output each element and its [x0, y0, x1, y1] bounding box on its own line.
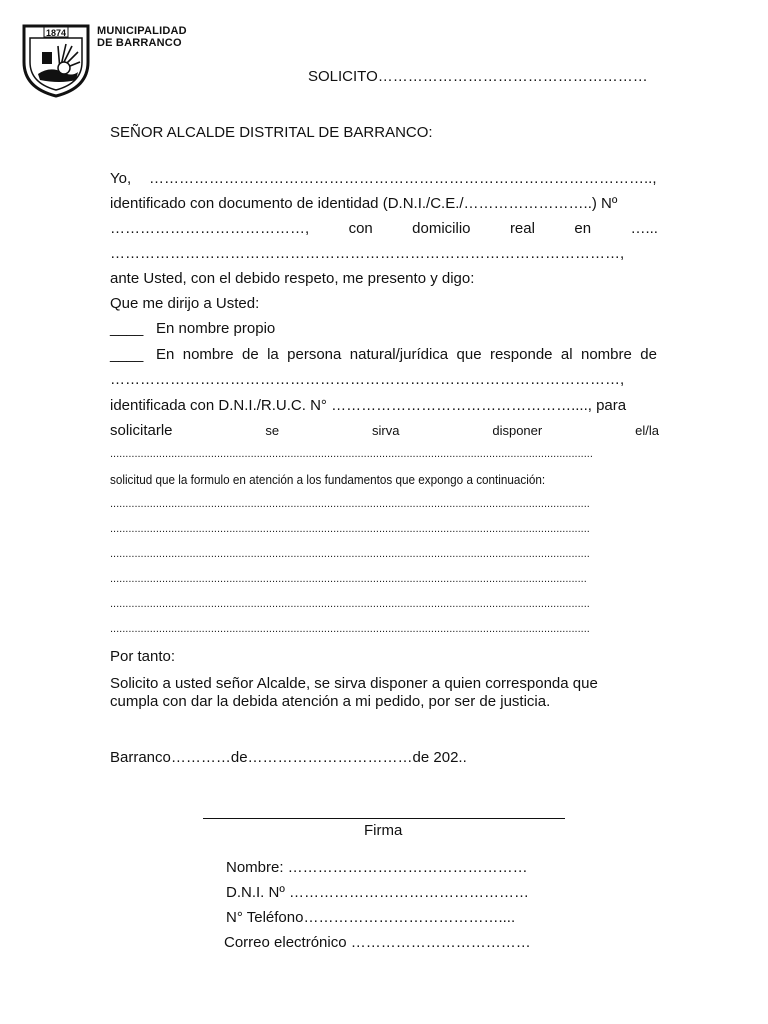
id-line: identificado con documento de identidad (D.N.I./C.E./……………………..) Nº	[110, 195, 618, 212]
solicitarle-word: disponer	[492, 423, 543, 438]
addressee: SEÑOR ALCALDE DISTRITAL DE BARRANCO:	[110, 124, 433, 141]
name-field-dots[interactable]: ………………………………………………………………………………………..,	[149, 170, 657, 187]
dni-field[interactable]: D.N.I. Nº …………………………………………	[226, 884, 529, 901]
fundamento-line[interactable]: .............................................................................................................................................................	[110, 548, 590, 560]
yo-label: Yo,	[110, 170, 132, 187]
solicitarle-word: solicitarle	[110, 422, 173, 439]
behalf-word: que	[456, 346, 482, 363]
solicitud-text: solicitud que la formulo en atención a los fundamentos que expongo a continuación:	[110, 472, 546, 487]
behalf-word: de	[242, 346, 259, 363]
municipal-seal-logo	[20, 22, 92, 98]
fundamento-line[interactable]: .............................................................................................................................................................	[110, 523, 590, 535]
identificada-line: identificada con D.N.I./R.U.C. N° …………………………………………...., para	[110, 397, 627, 414]
solicito-title: SOLICITO………………………………………………	[308, 68, 648, 85]
option-own-blank[interactable]: ____	[110, 320, 144, 337]
org-name-line2: DE BARRANCO	[97, 37, 182, 49]
option-own-label: En nombre propio	[156, 320, 276, 337]
fundamento-line[interactable]: .............................................................................................................................................................	[110, 498, 590, 510]
signature-line[interactable]	[203, 818, 565, 819]
address-dots[interactable]: …………………………………,	[110, 220, 310, 237]
solicitarle-word: se	[265, 423, 280, 438]
fundamento-line[interactable]: .............................................................................................................................................................	[110, 623, 590, 635]
solicito-paragraph-line2: cumpla con dar la debida atención a mi pedido, por ser de justicia.	[110, 693, 551, 710]
behalf-word: natural/jurídica	[349, 346, 449, 363]
telefono-field[interactable]: N° Teléfono…………………………………....	[226, 909, 516, 926]
option-behalf-blank[interactable]: ____	[110, 346, 144, 363]
date-line[interactable]: Barranco…………de……………………………de 202..	[110, 749, 467, 766]
behalf-word: de	[640, 346, 657, 363]
behalf-word: la	[267, 346, 279, 363]
behalf-word: al	[560, 346, 573, 363]
behalf-word: nombre	[581, 346, 632, 363]
addr-word: en	[574, 220, 592, 237]
address-dots-line2[interactable]: …………………………………………………………………………………………,	[110, 245, 625, 262]
behalf-word: responde	[489, 346, 553, 363]
que-text: Que me dirijo a Usted:	[110, 295, 260, 312]
behalf-word: persona	[287, 346, 342, 363]
address-line	[110, 220, 658, 238]
solicito-paragraph-line1: Solicito a usted señor Alcalde, se sirva disponer a quien corresponda que	[110, 675, 598, 692]
fundamento-line[interactable]: ............................................................................................................................................................	[110, 573, 587, 585]
addr-word: real	[509, 220, 535, 237]
solicitarle-word: sirva	[372, 423, 400, 438]
behalf-name-dots[interactable]: …………………………………………………………………………………………,	[110, 371, 625, 388]
solicitarle-line	[110, 422, 659, 440]
behalf-word: En	[156, 346, 175, 363]
addr-word: con	[348, 220, 373, 237]
fundamento-line[interactable]: .............................................................................................................................................................	[110, 598, 590, 610]
nombre-field[interactable]: Nombre: …………………………………………	[226, 859, 528, 876]
option-behalf-label	[156, 346, 657, 364]
addr-word: domicilio	[412, 220, 471, 237]
behalf-word: nombre	[182, 346, 234, 363]
por-tanto: Por tanto:	[110, 648, 176, 665]
org-name-line1: MUNICIPALIDAD	[97, 25, 187, 37]
disponer-dots[interactable]: ..............................................................................................................................................................	[110, 448, 593, 460]
seal-year: 1874	[46, 28, 67, 38]
correo-field[interactable]: Correo electrónico ………………………………	[224, 934, 531, 951]
ante-text: ante Usted, con el debido respeto, me presento y digo:	[110, 270, 475, 287]
addr-word: …...	[630, 220, 658, 237]
solicitarle-word: el/la	[635, 423, 659, 438]
firma-label: Firma	[364, 822, 403, 839]
